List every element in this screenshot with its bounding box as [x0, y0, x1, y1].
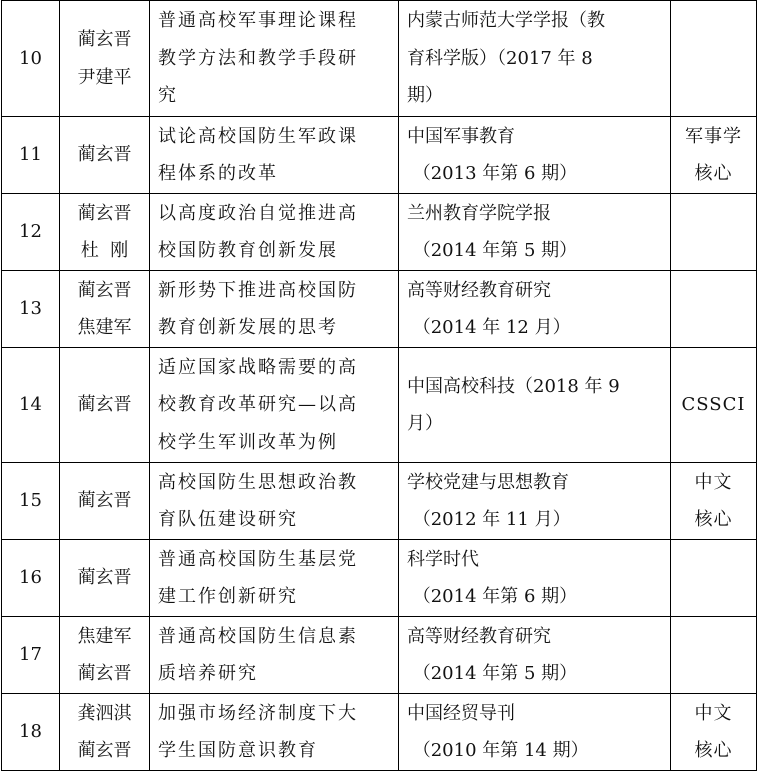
table-row [2, 617, 757, 694]
journal-line: （2014 年第 5 期） [407, 663, 578, 684]
index-note: 核心 [694, 509, 733, 530]
index-note: 中文 [694, 471, 733, 493]
journal-line: （2014 年第 6 期） [407, 586, 578, 607]
author-name: 焦建军 [77, 317, 132, 338]
journal-line: 科学时代 [407, 548, 479, 570]
author-name: 蔺玄晋 [77, 279, 132, 301]
journal-cell [399, 617, 671, 694]
journal-cell [399, 1, 671, 117]
row-number-cell [2, 117, 60, 194]
journal-line: 内蒙古师范大学学报（教 [407, 10, 605, 32]
title-line: 校教育改革研究—以高 [158, 394, 358, 416]
table-row [2, 540, 757, 617]
title-line: 学生国防意识教育 [158, 740, 318, 761]
authors-cell [60, 117, 150, 194]
author-name: 蔺玄晋 [77, 29, 132, 50]
author-name: 蔺玄晋 [77, 663, 132, 684]
author-name: 尹建平 [77, 66, 132, 88]
title-line: 教育创新发展的思考 [158, 317, 338, 338]
title-line: 高校国防生思想政治教 [158, 471, 358, 493]
row-number: 10 [19, 47, 42, 69]
authors-cell [60, 1, 150, 117]
journal-line: （2013 年第 6 期） [407, 163, 578, 184]
index-note: 核心 [694, 163, 733, 184]
journal-line: （2012 年 11 月） [407, 509, 571, 530]
journal-cell [399, 540, 671, 617]
table-row [2, 463, 757, 540]
table-row [2, 694, 757, 771]
index-note-cell [671, 1, 757, 117]
row-number-cell [2, 694, 60, 771]
title-line: 普通高校国防生基层党 [158, 548, 358, 570]
author-name: 蔺玄晋 [77, 567, 132, 589]
author-name: 蔺玄晋 [77, 394, 132, 416]
row-number: 14 [19, 394, 42, 416]
index-note: 核心 [694, 740, 733, 761]
authors-cell [60, 540, 150, 617]
title-line: 适应国家战略需要的高 [158, 356, 358, 378]
table-row [2, 271, 757, 348]
journal-line: 中国经贸导刊 [407, 702, 515, 724]
journal-line: （2014 年 12 月） [407, 317, 571, 338]
title-cell [150, 463, 399, 540]
title-line: 究 [158, 85, 178, 107]
journal-line: 学校党建与思想教育 [407, 471, 569, 493]
journal-line: （2014 年第 5 期） [407, 240, 578, 261]
journal-line: 中国军事教育 [407, 125, 515, 147]
index-note: 中文 [694, 702, 733, 724]
title-cell [150, 271, 399, 348]
journal-cell [399, 117, 671, 194]
authors-cell [60, 348, 150, 463]
index-note-cell [671, 194, 757, 271]
author-name: 龚泗淇 [77, 702, 132, 724]
title-line: 校国防教育创新发展 [158, 240, 338, 261]
row-number-cell [2, 540, 60, 617]
row-number: 16 [19, 567, 42, 589]
journal-cell [399, 348, 671, 463]
journal-line: 期） [407, 85, 443, 107]
authors-cell [60, 271, 150, 348]
title-line: 教学方法和教学手段研 [158, 47, 358, 69]
row-number: 15 [19, 490, 42, 512]
journal-cell [399, 271, 671, 348]
row-number-cell [2, 463, 60, 540]
title-line: 程体系的改革 [158, 163, 278, 184]
title-cell [150, 348, 399, 463]
title-line: 建工作创新研究 [158, 586, 298, 607]
index-note-cell [671, 463, 757, 540]
journal-line: （2010 年第 14 期） [407, 740, 589, 761]
journal-cell [399, 694, 671, 771]
publications-table-body [2, 1, 757, 771]
row-number-cell [2, 348, 60, 463]
publications-table [1, 0, 757, 771]
journal-line: 高等财经教育研究 [407, 625, 551, 647]
authors-cell [60, 617, 150, 694]
title-line: 普通高校国防生信息素 [158, 625, 358, 647]
table-row [2, 348, 757, 463]
author-name: 蔺玄晋 [77, 490, 132, 512]
title-line: 试论高校国防生军政课 [158, 125, 358, 147]
index-note-cell [671, 271, 757, 348]
author-name: 蔺玄晋 [77, 144, 132, 166]
journal-cell [399, 463, 671, 540]
title-line: 新形势下推进高校国防 [158, 279, 358, 301]
row-number: 13 [19, 298, 42, 320]
title-cell [150, 117, 399, 194]
journal-line: 兰州教育学院学报 [407, 202, 551, 224]
title-line: 普通高校军事理论课程 [158, 10, 358, 32]
title-cell [150, 694, 399, 771]
author-name: 杜 刚 [80, 240, 129, 261]
journal-line: 高等财经教育研究 [407, 279, 551, 301]
title-cell [150, 540, 399, 617]
title-line: 以高度政治自觉推进高 [158, 202, 358, 224]
table-row [2, 194, 757, 271]
title-line: 育队伍建设研究 [158, 509, 298, 530]
row-number: 17 [19, 644, 42, 666]
authors-cell [60, 694, 150, 771]
index-note-cell [671, 348, 757, 463]
row-number: 11 [19, 144, 42, 166]
author-name: 蔺玄晋 [77, 202, 132, 224]
authors-cell [60, 194, 150, 271]
journal-line: 育科学版）（2017 年 8 [407, 47, 593, 69]
title-cell [150, 1, 399, 117]
index-note-cell [671, 617, 757, 694]
row-number-cell [2, 1, 60, 117]
title-cell [150, 194, 399, 271]
index-note: 军事学 [685, 125, 742, 147]
title-cell [150, 617, 399, 694]
title-line: 加强市场经济制度下大 [158, 702, 358, 724]
row-number: 18 [19, 721, 42, 743]
journal-line: 月） [407, 413, 443, 434]
row-number-cell [2, 271, 60, 348]
author-name: 蔺玄晋 [77, 740, 132, 761]
index-note-cell [671, 694, 757, 771]
row-number-cell [2, 194, 60, 271]
table-row [2, 1, 757, 117]
row-number: 12 [19, 221, 42, 243]
author-name: 焦建军 [77, 625, 132, 647]
index-note-cell [671, 540, 757, 617]
title-line: 校学生军训改革为例 [158, 431, 338, 453]
index-note: CSSCI [681, 394, 746, 416]
title-line: 质培养研究 [158, 663, 258, 684]
row-number-cell [2, 617, 60, 694]
authors-cell [60, 463, 150, 540]
table-row [2, 117, 757, 194]
journal-cell [399, 194, 671, 271]
journal-line: 中国高校科技（2018 年 9 [407, 375, 620, 397]
index-note-cell [671, 117, 757, 194]
